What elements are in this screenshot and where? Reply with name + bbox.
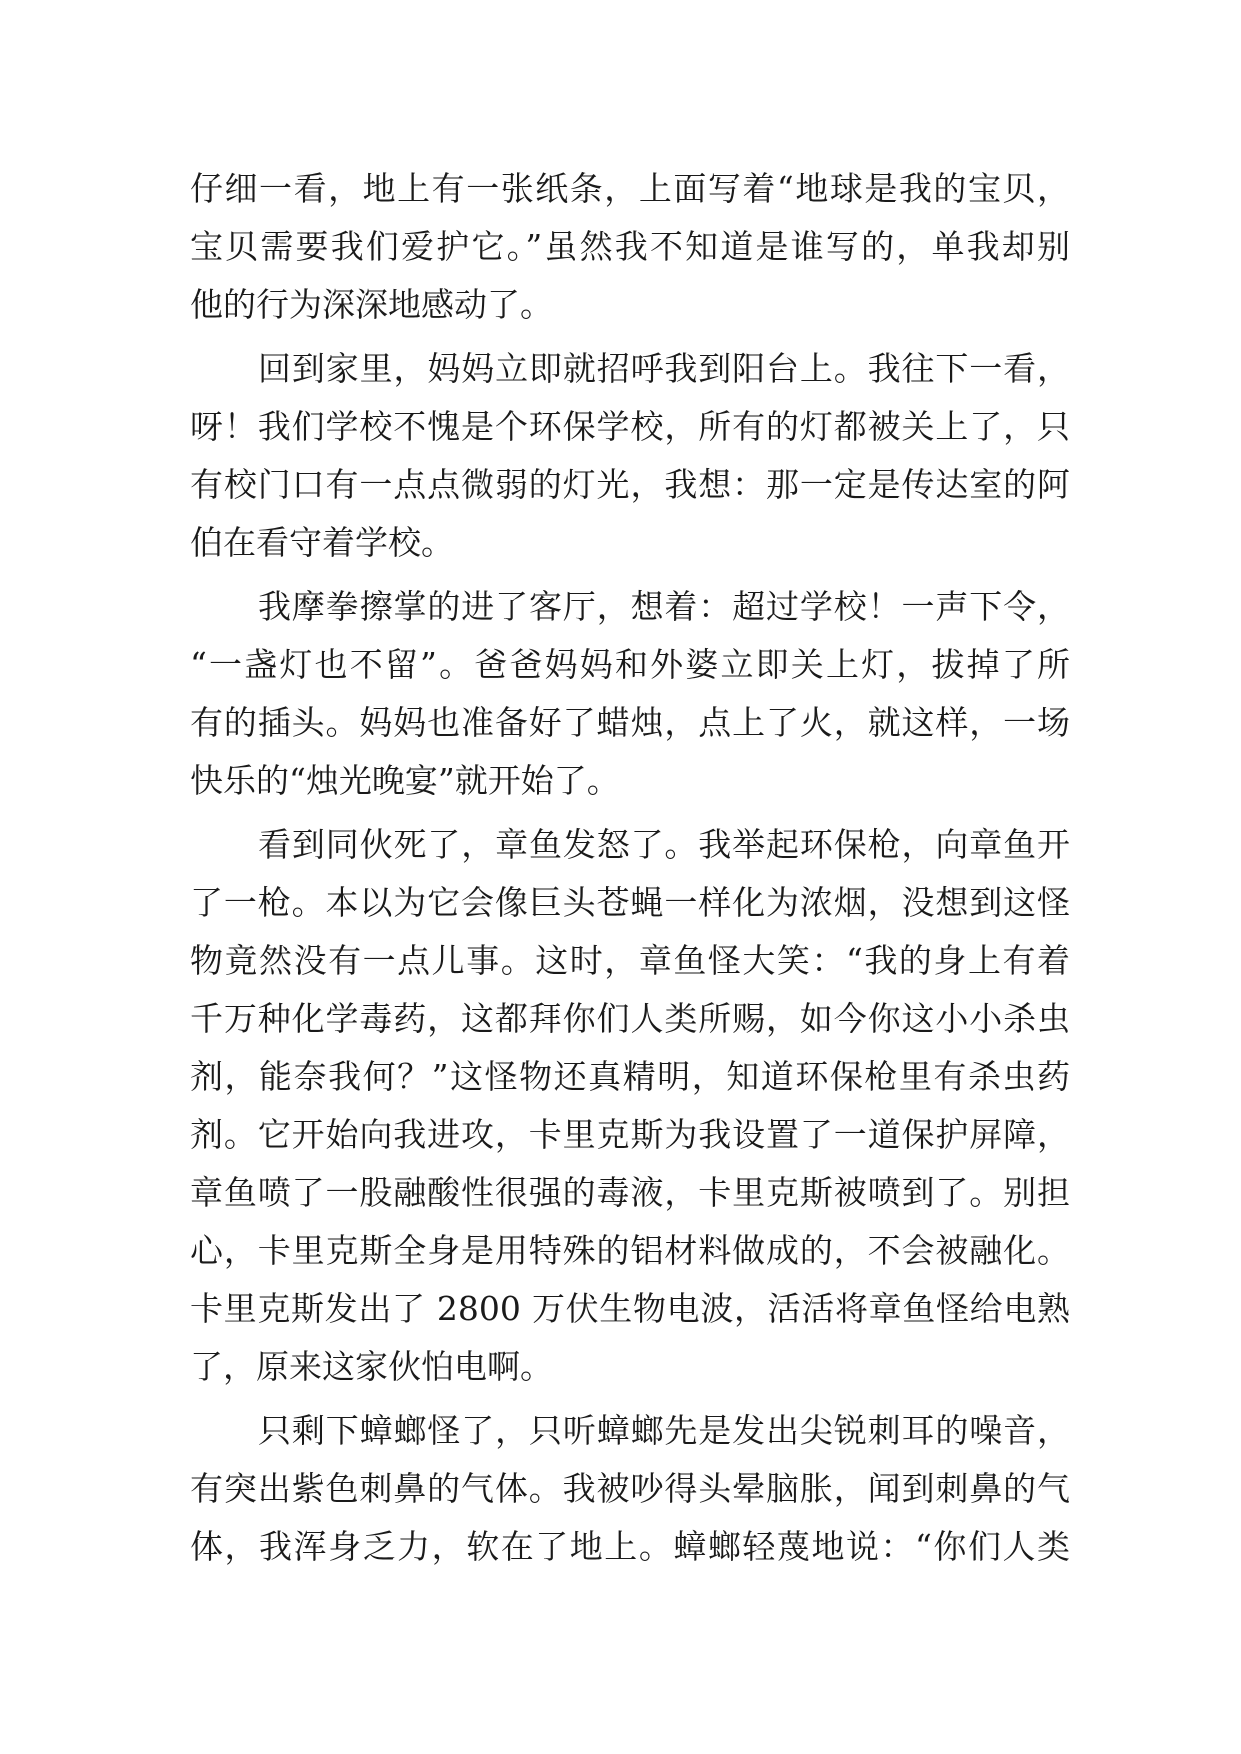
text-line: 千万种化学毒药，这都拜你们人类所赐，如今你这小小杀虫 <box>190 999 1070 1038</box>
text-line: 剂。它开始向我进攻，卡里克斯为我设置了一道保护屏障， <box>190 1115 1070 1154</box>
text-line: 看到同伙死了，章鱼发怒了。我举起环保枪，向章鱼开 <box>258 825 1070 864</box>
paragraph <box>190 340 1070 572</box>
text-line: 快乐的“烛光晚宴”就开始了。 <box>190 761 620 800</box>
text-line: 伯在看守着学校。 <box>190 523 454 562</box>
text-line: 物竟然没有一点儿事。这时，章鱼怪大笑：“我的身上有着 <box>190 941 1070 980</box>
text-line: 了一枪。本以为它会像巨头苍蝇一样化为浓烟，没想到这怪 <box>190 883 1070 922</box>
text-line: 章鱼喷了一股融酸性很强的毒液，卡里克斯被喷到了。别担 <box>190 1173 1070 1212</box>
paragraph <box>190 578 1070 810</box>
text-line: 他的行为深深地感动了。 <box>190 285 553 324</box>
document-body <box>190 160 1070 1576</box>
paragraph <box>190 1402 1070 1576</box>
text-line: 心，卡里克斯全身是用特殊的铝材料做成的，不会被融化。 <box>190 1231 1070 1270</box>
text-line: 剂，能奈我何？”这怪物还真精明，知道环保枪里有杀虫药 <box>190 1057 1070 1096</box>
paragraph <box>190 816 1070 1396</box>
text-line: 有突出紫色刺鼻的气体。我被吵得头晕脑胀，闻到刺鼻的气 <box>190 1469 1070 1508</box>
text-line: 体，我浑身乏力，软在了地上。蟑螂轻蔑地说：“你们人类 <box>190 1527 1070 1566</box>
text-line: 有校门口有一点点微弱的灯光，我想：那一定是传达室的阿 <box>190 465 1070 504</box>
text-line: 了，原来这家伙怕电啊。 <box>190 1347 553 1386</box>
text-line: 回到家里，妈妈立即就招呼我到阳台上。我往下一看， <box>258 349 1070 388</box>
text-line: 呀！我们学校不愧是个环保学校，所有的灯都被关上了，只 <box>190 407 1070 446</box>
text-line: 只剩下蟑螂怪了，只听蟑螂先是发出尖锐刺耳的噪音， <box>258 1411 1070 1450</box>
text-line: 有的插头。妈妈也准备好了蜡烛，点上了火，就这样，一场 <box>190 703 1070 742</box>
text-line: 我摩拳擦掌的进了客厅，想着：超过学校！一声下令， <box>258 587 1070 626</box>
text-line: 仔细一看，地上有一张纸条，上面写着“地球是我的宝贝， <box>190 169 1070 208</box>
paragraph <box>190 160 1070 334</box>
text-line: “一盏灯也不留”。爸爸妈妈和外婆立即关上灯，拔掉了所 <box>190 645 1070 684</box>
text-line: 宝贝需要我们爱护它。”虽然我不知道是谁写的，单我却别 <box>190 227 1070 266</box>
text-line: 卡里克斯发出了 2800 万伏生物电波，活活将章鱼怪给电熟 <box>190 1289 1070 1328</box>
